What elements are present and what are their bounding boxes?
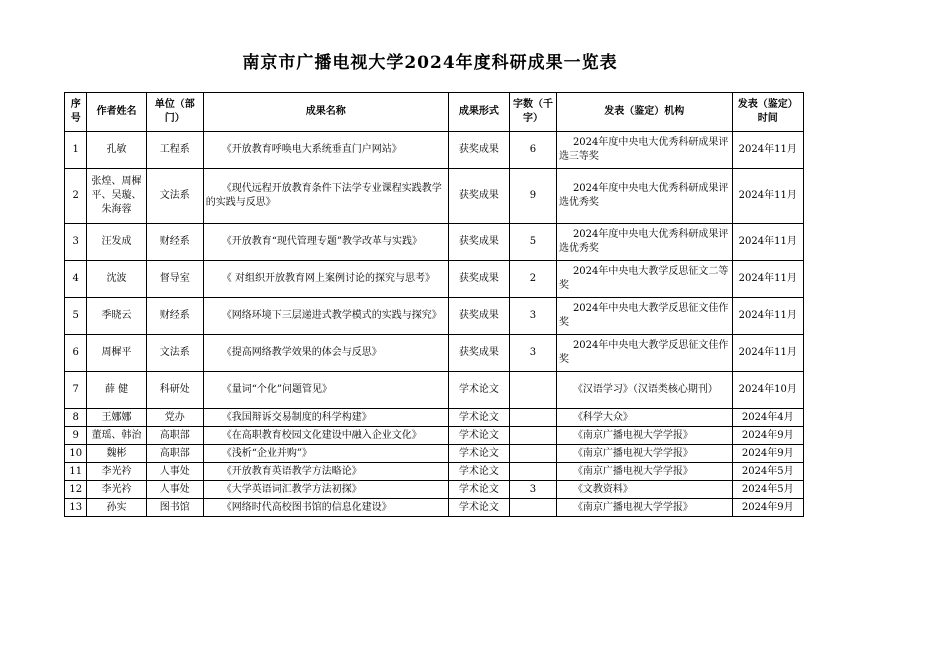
cell-words: 3: [510, 335, 557, 372]
col-header-publisher: 发表（鉴定）机构: [556, 93, 732, 132]
cell-author: 董瑶、韩治: [87, 427, 146, 445]
cell-words: 2: [510, 261, 557, 298]
cell-form: 获奖成果: [448, 132, 509, 169]
table-row: [65, 372, 804, 409]
table-row: [65, 132, 804, 169]
cell-author: 沈波: [87, 261, 146, 298]
cell-publisher: 《南京广播电视大学学报》: [556, 463, 732, 481]
cell-publisher: 《文教资料》: [556, 481, 732, 499]
table-row: [65, 463, 804, 481]
cell-result: 《 对组织开放教育网上案例讨论的探究与思考》: [203, 261, 448, 298]
cell-author: 孙实: [87, 499, 146, 517]
cell-form: 学术论文: [448, 499, 509, 517]
cell-time: 2024年11月: [732, 169, 804, 224]
cell-author: 魏彬: [87, 445, 146, 463]
cell-publisher: 《汉语学习》（汉语类核心期刊）: [556, 372, 732, 409]
cell-time: 2024年9月: [732, 427, 804, 445]
cell-words: [510, 445, 557, 463]
col-header-time: 发表（鉴定）时间: [732, 93, 804, 132]
col-header-words: 字数（千字）: [510, 93, 557, 132]
cell-seq: 12: [65, 481, 87, 499]
cell-publisher: 《南京广播电视大学学报》: [556, 427, 732, 445]
cell-author: 汪发成: [87, 224, 146, 261]
cell-time: 2024年10月: [732, 372, 804, 409]
cell-form: 获奖成果: [448, 224, 509, 261]
cell-result: 《在高职教育校园文化建设中融入企业文化》: [203, 427, 448, 445]
results-table: [64, 92, 804, 517]
table-row: [65, 445, 804, 463]
cell-publisher: 2024年度中央电大优秀科研成果评选优秀奖: [556, 169, 732, 224]
cell-seq: 5: [65, 298, 87, 335]
cell-time: 2024年11月: [732, 335, 804, 372]
cell-form: 获奖成果: [448, 261, 509, 298]
cell-unit: 文法系: [146, 169, 203, 224]
cell-form: 获奖成果: [448, 335, 509, 372]
cell-words: 6: [510, 132, 557, 169]
cell-publisher: 《南京广播电视大学学报》: [556, 499, 732, 517]
cell-publisher: 2024年度中央电大优秀科研成果评选三等奖: [556, 132, 732, 169]
table-row: [65, 298, 804, 335]
cell-time: 2024年11月: [732, 132, 804, 169]
table-row: [65, 261, 804, 298]
cell-time: 2024年5月: [732, 463, 804, 481]
cell-author: 周樨平: [87, 335, 146, 372]
cell-words: 9: [510, 169, 557, 224]
table-row: [65, 427, 804, 445]
cell-unit: 工程系: [146, 132, 203, 169]
cell-words: 3: [510, 481, 557, 499]
col-header-author: 作者姓名: [87, 93, 146, 132]
cell-seq: 13: [65, 499, 87, 517]
cell-author: 李光衿: [87, 481, 146, 499]
cell-seq: 10: [65, 445, 87, 463]
cell-form: 学术论文: [448, 427, 509, 445]
cell-words: [510, 372, 557, 409]
cell-author: 张煌、周樨平、吴璇、朱海蓉: [87, 169, 146, 224]
col-header-form: 成果形式: [448, 93, 509, 132]
cell-form: 学术论文: [448, 481, 509, 499]
table-row: [65, 224, 804, 261]
cell-result: 《开放教育呼唤电大系统垂直门户网站》: [203, 132, 448, 169]
header-row: [65, 93, 804, 132]
cell-form: 学术论文: [448, 445, 509, 463]
cell-result: 《量词“个化”问题管见》: [203, 372, 448, 409]
table-row: [65, 499, 804, 517]
cell-result: 《开放教育英语教学方法略论》: [203, 463, 448, 481]
table-row: [65, 481, 804, 499]
cell-result: 《浅析“企业并购”》: [203, 445, 448, 463]
cell-result: 《提高网络教学效果的体会与反思》: [203, 335, 448, 372]
cell-seq: 6: [65, 335, 87, 372]
cell-seq: 4: [65, 261, 87, 298]
cell-seq: 3: [65, 224, 87, 261]
cell-unit: 高职部: [146, 427, 203, 445]
cell-form: 学术论文: [448, 409, 509, 427]
cell-author: 王娜娜: [87, 409, 146, 427]
cell-seq: 7: [65, 372, 87, 409]
cell-unit: 财经系: [146, 298, 203, 335]
cell-unit: 文法系: [146, 335, 203, 372]
cell-unit: 图书馆: [146, 499, 203, 517]
cell-publisher: 2024年中央电大教学反思征文二等奖: [556, 261, 732, 298]
cell-unit: 党办: [146, 409, 203, 427]
table-row: [65, 335, 804, 372]
cell-time: 2024年5月: [732, 481, 804, 499]
cell-result: 《现代远程开放教育条件下法学专业课程实践教学的实践与反思》: [203, 169, 448, 224]
col-header-result: 成果名称: [203, 93, 448, 132]
col-header-seq: 序号: [65, 93, 87, 132]
cell-result: 《大学英语词汇教学方法初探》: [203, 481, 448, 499]
cell-seq: 11: [65, 463, 87, 481]
cell-author: 李光衿: [87, 463, 146, 481]
cell-form: 学术论文: [448, 463, 509, 481]
cell-seq: 8: [65, 409, 87, 427]
cell-unit: 科研处: [146, 372, 203, 409]
cell-words: [510, 499, 557, 517]
cell-result: 《网络时代高校图书馆的信息化建设》: [203, 499, 448, 517]
cell-publisher: 《南京广播电视大学学报》: [556, 445, 732, 463]
cell-words: 5: [510, 224, 557, 261]
cell-seq: 1: [65, 132, 87, 169]
cell-form: 学术论文: [448, 372, 509, 409]
cell-time: 2024年9月: [732, 445, 804, 463]
cell-publisher: 《科学大众》: [556, 409, 732, 427]
cell-result: 《开放教育“现代管理专题”教学改革与实践》: [203, 224, 448, 261]
table-row: [65, 409, 804, 427]
cell-unit: 财经系: [146, 224, 203, 261]
cell-form: 获奖成果: [448, 169, 509, 224]
cell-unit: 高职部: [146, 445, 203, 463]
cell-time: 2024年9月: [732, 499, 804, 517]
cell-words: 3: [510, 298, 557, 335]
cell-time: 2024年11月: [732, 298, 804, 335]
cell-result: 《网络环境下三层递进式教学模式的实践与探究》: [203, 298, 448, 335]
cell-time: 2024年4月: [732, 409, 804, 427]
cell-publisher: 2024年中央电大教学反思征文佳作奖: [556, 335, 732, 372]
cell-unit: 督导室: [146, 261, 203, 298]
page-title: 南京市广播电视大学2024年度科研成果一览表: [242, 53, 618, 73]
cell-form: 获奖成果: [448, 298, 509, 335]
cell-author: 薛 健: [87, 372, 146, 409]
cell-seq: 2: [65, 169, 87, 224]
cell-unit: 人事处: [146, 463, 203, 481]
col-header-unit: 单位（部门）: [146, 93, 203, 132]
cell-publisher: 2024年度中央电大优秀科研成果评选优秀奖: [556, 224, 732, 261]
cell-author: 孔敏: [87, 132, 146, 169]
cell-words: [510, 427, 557, 445]
cell-seq: 9: [65, 427, 87, 445]
cell-time: 2024年11月: [732, 261, 804, 298]
cell-unit: 人事处: [146, 481, 203, 499]
cell-result: 《我国辩诉交易制度的科学构建》: [203, 409, 448, 427]
cell-author: 季晓云: [87, 298, 146, 335]
cell-time: 2024年11月: [732, 224, 804, 261]
cell-words: [510, 409, 557, 427]
cell-publisher: 2024年中央电大教学反思征文佳作奖: [556, 298, 732, 335]
table-row: [65, 169, 804, 224]
cell-words: [510, 463, 557, 481]
